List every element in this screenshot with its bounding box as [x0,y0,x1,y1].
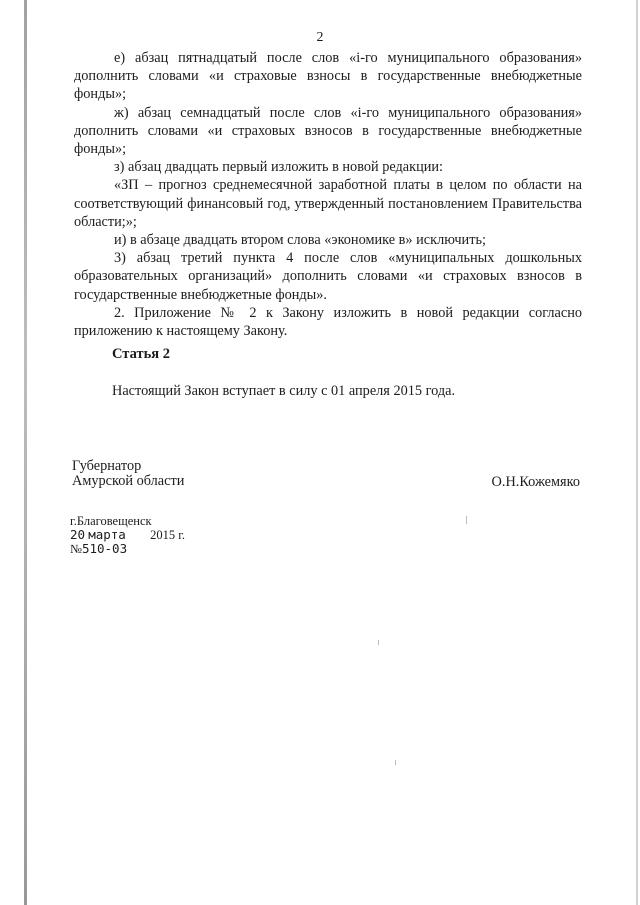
paragraph-zh: ж) абзац семнадцатый после слов «i-го муниципального образования» дополнить словами «и страховых взносов в государственные внебюджетные фонды»; [74,104,582,158]
number-sign: № [70,542,82,556]
signature-position-line2: Амурской области [72,473,185,489]
paragraph-2: 2. Приложение № 2 к Закону изложить в новой редакции согласно приложению к настоящему Закону. [74,304,582,340]
signature-position [72,459,184,489]
issue-number-value: 510-03 [81,541,128,556]
issue-place: г.Благовещенск [70,514,152,528]
article-text: Настоящий Закон вступает в силу с 01 апреля 2015 года. [112,383,456,399]
place-date-block [70,514,185,556]
page-number: 2 [316,30,324,45]
issue-number [70,542,185,556]
issue-month: марта [88,527,126,542]
scan-edge-right [636,0,638,905]
scan-speck [378,640,379,645]
paragraph-i: и) в абзаце двадцать втором слова «экономике в» исключить; [114,232,486,249]
issue-day: 20 [70,527,86,542]
signature-position-line1: Губернатор [72,458,142,474]
scan-speck [466,516,467,524]
article-title: Статья 2 [112,346,170,362]
issue-year: 2015 г. [150,528,186,542]
issue-date [70,528,185,542]
signer-name: О.Н.Кожемяко [491,474,580,490]
scan-edge-left [24,0,27,905]
paragraph-e: е) абзац пятнадцатый после слов «i-го муниципального образования» дополнить словами «и страховые взносы в государственные внебюджетные фонды»; [74,50,582,103]
document-body [74,49,582,340]
scan-speck [395,760,396,765]
paragraph-3: 3) абзац третий пункта 4 после слов «муниципальных дошкольных образовательных организаций» дополнить словами «и страховых взносов в государственные внебюджетные фонды». [74,250,582,303]
paragraph-z: з) абзац двадцать первый изложить в новой редакции: [114,159,444,176]
paragraph-zp-formula: «ЗП – прогноз среднемесячной заработной платы в целом по области на соответствующий финансовый год, утвержденный постановлением Правительства области;»; [74,177,582,230]
